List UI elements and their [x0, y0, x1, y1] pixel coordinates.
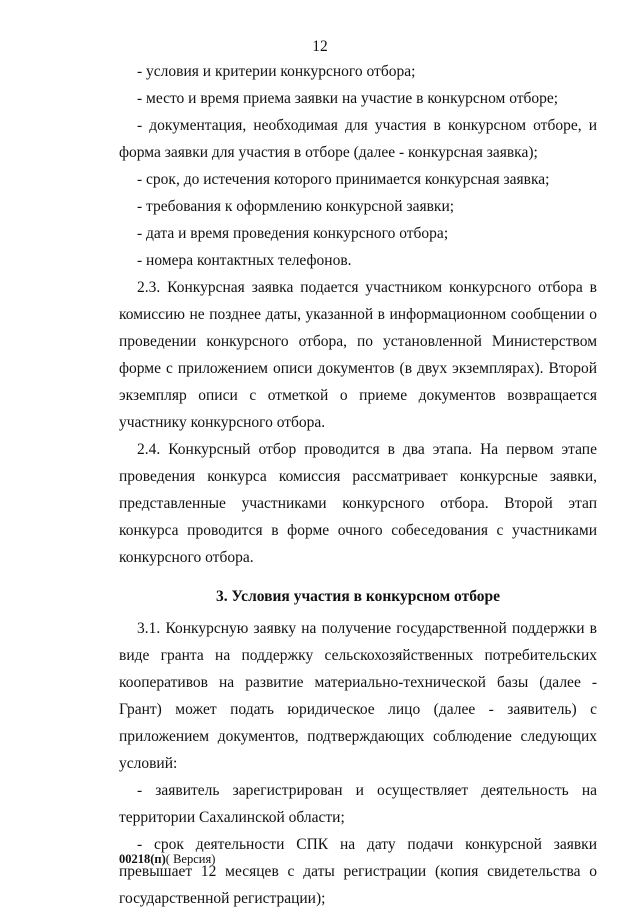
list-item: - условия и критерии конкурсного отбора;: [137, 63, 416, 80]
document-body: [119, 58, 597, 912]
list-item: - документация, необходимая для участия в конкурсном отборе, и форма заявки для участия в отборе (далее - конкурсная заявка);: [119, 117, 597, 161]
paragraph-2-4: 2.4. Конкурсный отбор проводится в два этапа. На первом этапе проведения конкурса комиссия рассматривает конкурсные заявки, представленные участниками конкурсного отбора. Второй этап конкурса проводится в форме очного собеседования с участниками конкурсного отбора.: [119, 441, 597, 566]
paragraph-2-3: 2.3. Конкурсная заявка подается участником конкурсного отбора в комиссию не позднее даты, указанной в информационном сообщении о проведении конкурсного отбора, по установленной Министерством форме с приложением описи документов (в двух экземплярах). Второй экземпляр описи с отметкой о приеме документов возвращается участнику конкурсного отбора.: [119, 279, 597, 431]
list-item: - требования к оформлению конкурсной заявки;: [137, 198, 455, 215]
paragraph-3-1: 3.1. Конкурсную заявку на получение государственной поддержки в виде гранта на поддержку сельскохозяйственных потребительских кооперативов на развитие материально-технической базы (далее - Грант) может подать юридическое лицо (далее - заявитель) с приложением документов, подтверждающих соблюдение следующих условий:: [119, 620, 597, 772]
section-heading: 3. Условия участия в конкурсном отборе: [215, 588, 501, 605]
list-item: - срок, до истечения которого принимается конкурсная заявка;: [137, 171, 550, 188]
footer: [119, 852, 215, 867]
list-item: - место и время приема заявки на участие в конкурсном отборе;: [137, 90, 559, 107]
list-item: - заявитель зарегистрирован и осуществляет деятельность на территории Сахалинской области;: [119, 782, 597, 826]
list-item: - дата и время проведения конкурсного отбора;: [137, 225, 449, 242]
list-item: - номера контактных телефонов.: [137, 252, 352, 269]
document-version: ( Версия): [165, 852, 216, 866]
list-item: - срок деятельности СПК на дату подачи конкурсной заявки превышает 12 месяцев с даты регистрации (копия свидетельства о государственной регистрации);: [119, 836, 597, 907]
page-number: 12: [312, 38, 328, 55]
document-code: 00218(п): [119, 852, 166, 866]
